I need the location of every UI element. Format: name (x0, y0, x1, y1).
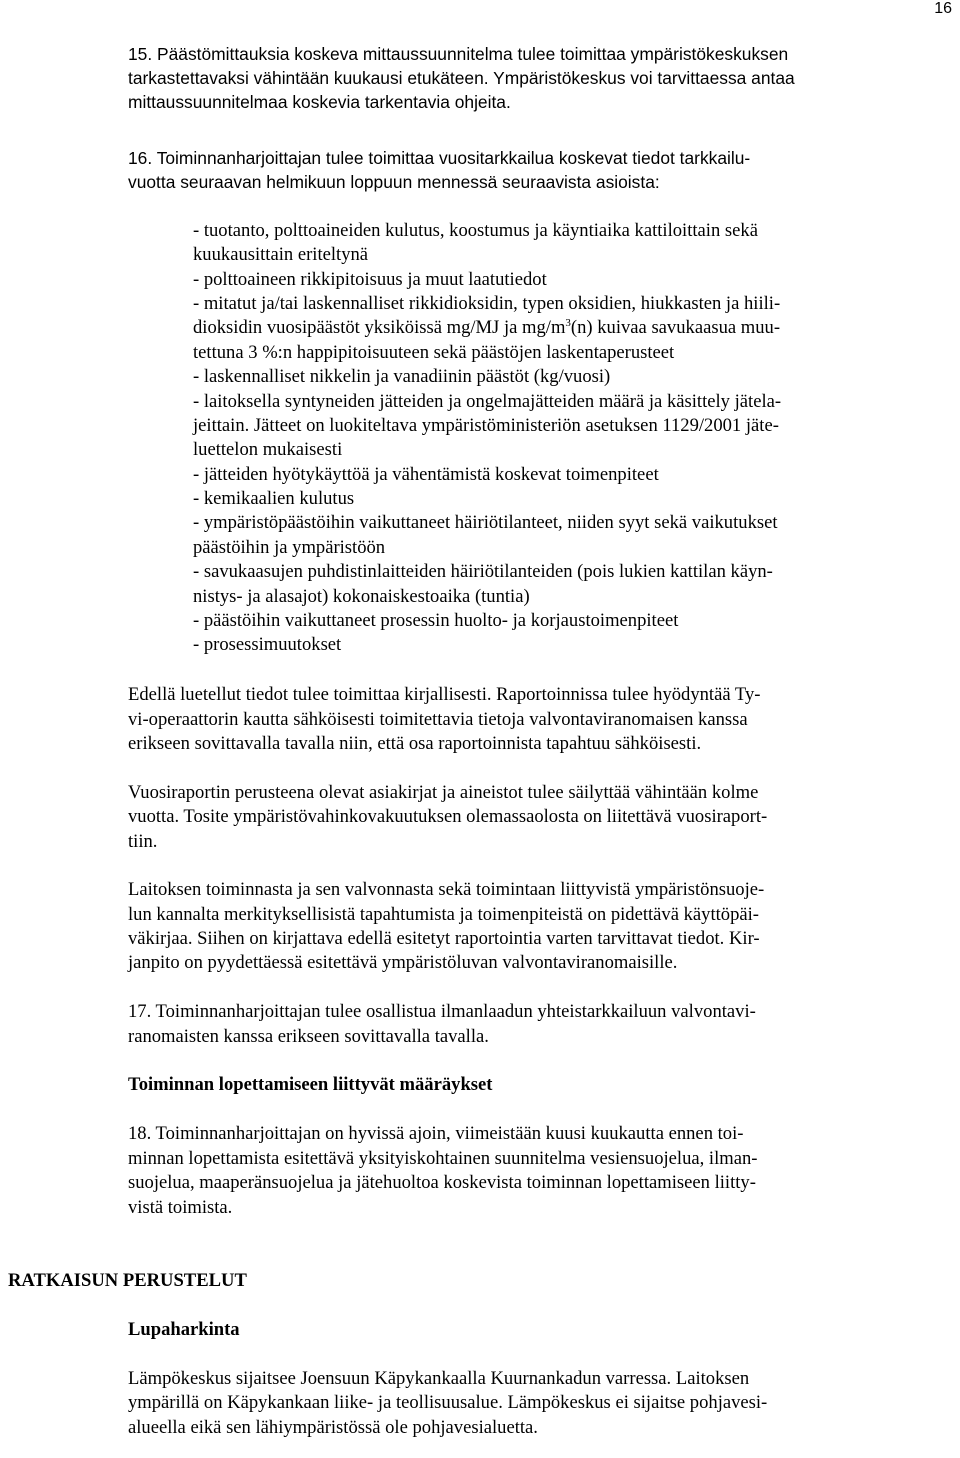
list-item (193, 316, 780, 340)
list-item: - mitatut ja/tai laskennalliset rikkidioksidin, typen oksidien, hiukkasten ja hiili- (193, 293, 781, 314)
section-heading-closing: Toiminnan lopettamiseen liittyvät määräykset (128, 1074, 493, 1095)
list-item: - jätteiden hyötykäyttöä ja vähentämistä koskevat toimenpiteet (193, 464, 659, 485)
list-item: - laitoksella syntyneiden jätteiden ja ongelmajätteiden määrä ja käsittely jätela- (193, 391, 782, 412)
diary-paragraph-line: lun kannalta merkityksellisistä tapahtumista ja toimenpiteistä on pidettävä käyttöpäi- (128, 904, 759, 925)
diary-paragraph-line: Laitoksen toiminnasta ja sen valvonnasta sekä toimintaan liittyvistä ympäristönsuoje- (128, 879, 765, 900)
item18-line: minnan lopettamista esitettävä yksityiskohtainen suunnitelma vesiensuojelua, ilman- (128, 1148, 758, 1169)
superscript: 3 (565, 317, 571, 329)
diary-paragraph-line: janpito on pyydettäessä esitettävä ympäristöluvan valvontaviranomaisille. (128, 952, 678, 973)
item16-line-1: 16. Toiminnanharjoittajan tulee toimittaa vuositarkkailua koskevat tiedot tarkkailu- (128, 148, 751, 168)
list-item: - kemikaalien kulutus (193, 488, 355, 509)
location-paragraph-line: alueella eikä sen lähiympäristössä ole pohjavesialuetta. (128, 1417, 538, 1438)
list-item: - prosessimuutokset (193, 634, 342, 655)
item16-line-2: vuotta seuraavan helmikuun loppuun mennessä seuraavista asioista: (128, 172, 660, 192)
item15-line-2: tarkastettavaksi vähintään kuukausi etukäteen. Ympäristökeskus voi tarvittaessa antaa (128, 68, 795, 88)
diary-paragraph-line: väkirjaa. Siihen on kirjattava edellä esitetyt raportointia varten tarvittavat tiedot. Kir- (128, 928, 760, 949)
archive-paragraph-line: tiin. (128, 831, 158, 852)
list-item: tettuna 3 %:n happipitoisuuteen sekä päästöjen laskentaperusteet (193, 342, 675, 363)
item17-line-2: ranomaisten kanssa erikseen sovittavalla tavalla. (128, 1026, 489, 1047)
page-number: 16 (934, 0, 952, 17)
list-item: - laskennalliset nikkelin ja vanadiinin päästöt (kg/vuosi) (193, 366, 611, 387)
archive-paragraph-line: vuotta. Tosite ympäristövahinkovakuutuksen olemassaolosta on liitettävä vuosiraport- (128, 806, 768, 827)
item18-line: 18. Toiminnanharjoittajan on hyvissä ajoin, viimeistään kuusi kuukautta ennen toi- (128, 1123, 744, 1144)
list-item: - polttoaineen rikkipitoisuus ja muut laatutiedot (193, 269, 547, 290)
list-item: - tuotanto, polttoaineiden kulutus, koostumus ja käyntiaika kattiloittain sekä (193, 220, 758, 241)
list-item: päästöihin ja ympäristöön (193, 537, 386, 558)
item15-line-1: 15. Päästömittauksia koskeva mittaussuunnitelma tulee toimittaa ympäristökeskuksen (128, 44, 789, 64)
item15-line-3: mittaussuunnitelmaa koskevia tarkentavia ohjeita. (128, 92, 511, 112)
list-text: (n) kuivaa savukaasua muu- (570, 317, 781, 338)
item18-line: vistä toimista. (128, 1197, 233, 1218)
list-item: - ympäristöpäästöihin vaikuttaneet häiriötilanteet, niiden syyt sekä vaikutukset (193, 512, 778, 533)
subheading-permit: Lupaharkinta (128, 1319, 240, 1340)
list-text: dioksidin vuosipäästöt yksiköissä mg/MJ ja mg/m (193, 317, 566, 338)
item18-line: suojelua, maaperänsuojelua ja jätehuoltoa koskevista toiminnan lopettamiseen liitty- (128, 1172, 756, 1193)
report-paragraph-line: erikseen sovittavalla tavalla niin, että osa raportoinnista tapahtuu sähköisesti. (128, 733, 702, 754)
list-item: - päästöihin vaikuttaneet prosessin huolto- ja korjaustoimenpiteet (193, 610, 679, 631)
list-item: kuukausittain eriteltynä (193, 244, 369, 265)
archive-paragraph-line: Vuosiraportin perusteena olevat asiakirjat ja aineistot tulee säilyttää vähintään kolme (128, 782, 759, 803)
report-paragraph-line: vi-operaattorin kautta sähköisesti toimitettavia tietoja valvontaviranomaisen kanssa (128, 709, 748, 730)
list-item: nistys- ja alasajot) kokonaiskestoaika (tuntia) (193, 586, 530, 607)
list-item: luettelon mukaisesti (193, 439, 343, 460)
location-paragraph-line: Lämpökeskus sijaitsee Joensuun Käpykankaalla Kuurnankadun varressa. Laitoksen (128, 1368, 750, 1389)
report-paragraph-line: Edellä luetellut tiedot tulee toimittaa kirjallisesti. Raportoinnissa tulee hyödyntää Ty- (128, 684, 761, 705)
item17-line-1: 17. Toiminnanharjoittajan tulee osallistua ilmanlaadun yhteistarkkailuun valvontavi- (128, 1001, 756, 1022)
list-item: jeittain. Jätteet on luokiteltava ympäristöministeriön asetuksen 1129/2001 jäte- (193, 415, 779, 436)
location-paragraph-line: ympärillä on Käpykankaan liike- ja teollisuusalue. Lämpökeskus ei sijaitse pohjavesi- (128, 1392, 768, 1413)
section-heading-reasons: RATKAISUN PERUSTELUT (8, 1270, 247, 1291)
list-item: - savukaasujen puhdistinlaitteiden häiriötilanteiden (pois lukien kattilan käyn- (193, 561, 773, 582)
